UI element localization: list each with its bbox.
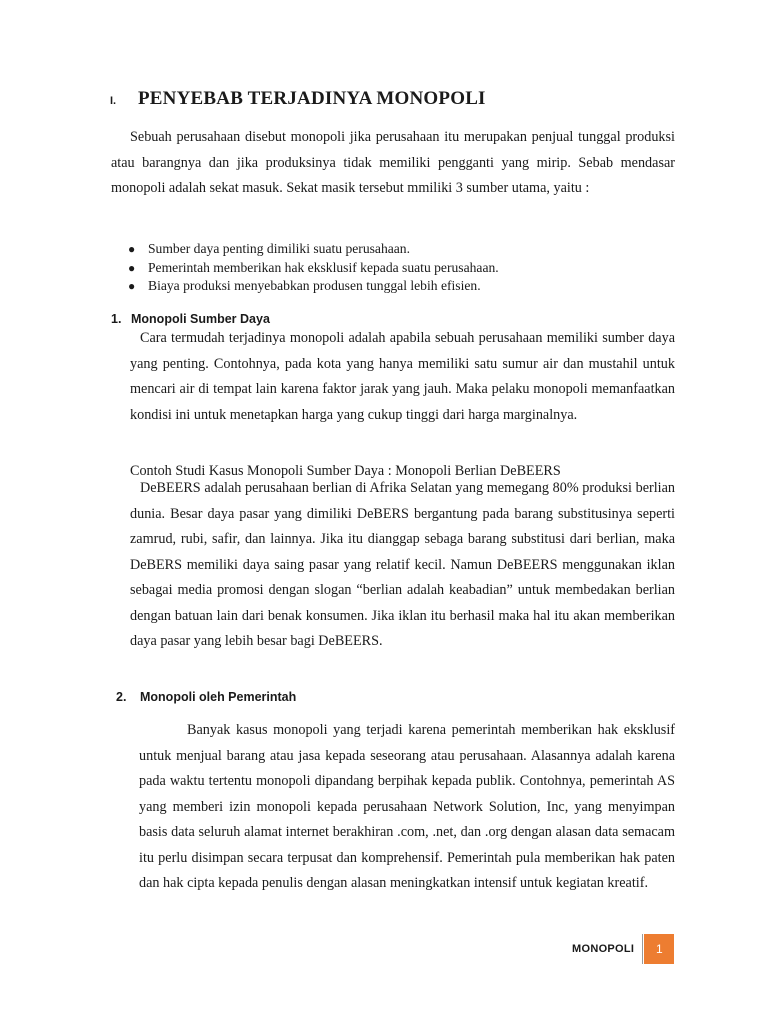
intro-paragraph: Sebuah perusahaan disebut monopoli jika perusahaan itu merupakan penjual tunggal produksi atau barangnya dan jika produksinya tidak memiliki pengganti yang mirip. Sebab mendasar monopoli adalah sekat masuk. Sekat masik tersebut mmiliki 3 sumber utama, yaitu :: [111, 129, 675, 196]
case-study-paragraph: DeBEERS adalah perusahaan berlian di Afrika Selatan yang memegang 80% produksi berlian dunia. Besar daya pasar yang dimiliki DeBERS bergantung pada barang substitusinya seperti zamrud, rubi, safir, dan lainnya. Jika itu dianggap sebaga barang substitusi dari berlian, maka DeBERS memiliki daya saing pasar yang relatif kecil. Namun DeBEERS menggunakan iklan sebagai media promosi dengan slogan “berlian adalah keabadian” untuk membedakan berlian dengan batuan lain dari benak konsumen. Jika iklan itu berhasil maka hal itu akan memberikan daya pasar yang lebih besar bagi DeBEERS.: [130, 480, 675, 649]
section-1-title: Monopoli Sumber Daya: [131, 312, 270, 326]
list-item-text: Sumber daya penting dimiliki suatu perusahaan.: [148, 241, 410, 256]
page-footer: [572, 934, 674, 964]
list-item-text: Biaya produksi menyebabkan produsen tunggal lebih efisien.: [148, 278, 481, 293]
chapter-number: I.: [110, 95, 117, 107]
case-study-title: Contoh Studi Kasus Monopoli Sumber Daya : Monopoli Berlian DeBEERS: [130, 463, 561, 479]
footer-divider: [642, 934, 643, 964]
section-2-number: 2.: [116, 690, 127, 704]
section-2-title: Monopoli oleh Pemerintah: [140, 690, 297, 704]
footer-label: MONOPOLI: [572, 943, 635, 955]
bullet-icon: ●: [128, 260, 136, 275]
section-1-paragraph: Cara termudah terjadinya monopoli adalah apabila sebuah perusahaan memiliki sumber daya yang penting. Contohnya, pada kota yang hanya memiliki satu sumur air dan mustahil untuk mencari air di tempat lain karena faktor jarak yang jauh. Maka pelaku monopoli memanfaatkan kondisi ini untuk menetapkan harga yang cukup tinggi dari harga marginalnya.: [130, 330, 675, 423]
source-list: [128, 240, 668, 296]
section-2-paragraph: Banyak kasus monopoli yang terjadi karena pemerintah memberikan hak eksklusif untuk menjual barang atau jasa kepada seseorang atau perusahaan. Alasannya adalah karena pada waktu tertentu monopoli dipandang berpihak kepada publik. Contohnya, pemerintah AS yang memberi izin monopoli kepada perusahaan Network Solution, Inc, yang menyimpan basis data seluruh alamat internet berakhiran .com, .net, dan .org dengan alasan data semacam itu perlu disimpan secara terpusat dan komprehensif. Pemerintah pula memberikan hak paten dan hak cipta kepada penulis dengan alasan meningkatkan intensif untuk kegiatan kreatif.: [139, 722, 675, 891]
chapter-title: PENYEBAB TERJADINYA MONOPOLI: [138, 88, 486, 109]
section-1-heading: [111, 312, 270, 326]
section-2-heading: [116, 690, 296, 704]
page-number-badge: 1: [644, 934, 674, 964]
list-item: [128, 277, 668, 296]
list-item-text: Pemerintah memberikan hak eksklusif kepada suatu perusahaan.: [148, 259, 499, 275]
bullet-icon: ●: [128, 242, 136, 256]
section-1-number: 1.: [111, 312, 122, 326]
list-item: [128, 240, 668, 259]
list-item: [128, 259, 668, 278]
chapter-heading: [110, 88, 486, 110]
bullet-icon: ●: [128, 279, 136, 293]
